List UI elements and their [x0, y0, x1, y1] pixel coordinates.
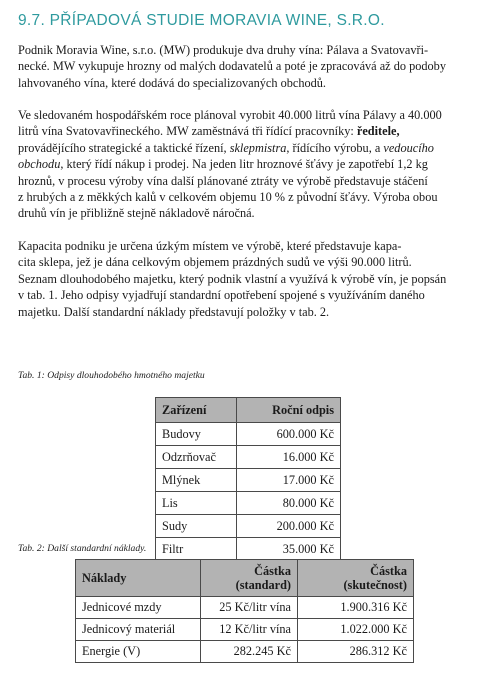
text-line: druhů vín je přibližně stejně nákladově náročná.	[18, 206, 255, 221]
equipment-cell: Budovy	[156, 423, 237, 446]
italic-term-trade: obchodu	[18, 157, 61, 172]
depreciation-cell: 35.000 Kč	[237, 538, 341, 561]
equipment-cell: Lis	[156, 492, 237, 515]
table-row	[156, 469, 341, 492]
actual-amount-cell: 286.312 Kč	[298, 641, 414, 663]
table-row	[156, 446, 341, 469]
header-line: (skutečnost)	[343, 578, 407, 592]
italic-term-cellar-master: sklepmistra	[229, 140, 287, 155]
header-line: Částka	[254, 564, 291, 578]
text-line: , který řídí nákup i prodej. Na jeden litr hroznové šťávy je zapotřebí 1,2 kg	[60, 157, 428, 172]
text-line: provádějícího strategické a taktické řízení,	[18, 140, 230, 155]
text-line: v tab. 1. Jeho odpisy vyjadřují standardní opotřebení spojené s využíváním daného	[18, 288, 425, 303]
header-line: (standard)	[235, 578, 291, 592]
text-line: , řídícího výrobu, a	[286, 140, 384, 155]
depreciation-table	[155, 397, 341, 561]
table-header-row	[76, 560, 414, 597]
equipment-cell: Sudy	[156, 515, 237, 538]
cost-item-cell: Energie (V)	[76, 641, 201, 663]
equipment-cell: Odzrňovač	[156, 446, 237, 469]
cost-item-cell: Jednicové mzdy	[76, 597, 201, 619]
standard-amount-cell: 25 Kč/litr vína	[201, 597, 298, 619]
text-line: Podnik Moravia Wine, s.r.o. (MW) produkuje dva druhy vína: Pálava a Svatovavři-	[18, 43, 429, 57]
text-line: majetku. Další standardní náklady představují položky v tab. 2.	[18, 304, 330, 319]
paragraph-intro	[18, 42, 459, 91]
depreciation-cell: 200.000 Kč	[237, 515, 341, 538]
text-line: Kapacita podniku je určena úzkým místem ve výrobě, které představuje kapa-	[18, 239, 402, 253]
standard-amount-cell: 12 Kč/litr vína	[201, 619, 298, 641]
actual-amount-cell: 1.022.000 Kč	[298, 619, 414, 641]
table-row	[156, 492, 341, 515]
text-line: Seznam dlouhodobého majetku, který podnik vlastní a využívá k výrobě vín, je popsán	[18, 271, 447, 286]
section-heading: 9.7. PŘÍPADOVÁ STUDIE MORAVIA WINE, S.R.O.	[18, 12, 385, 29]
depreciation-cell: 600.000 Kč	[237, 423, 341, 446]
table-row	[76, 597, 414, 619]
table-row	[76, 619, 414, 641]
text-line: necké. MW vykupuje hrozny od malých dodavatelů a poté je zpracovává až do podoby	[18, 59, 446, 74]
table2-caption: Tab. 2: Další standardní náklady.	[18, 543, 147, 554]
depreciation-cell: 16.000 Kč	[237, 446, 341, 469]
standard-amount-cell: 282.245 Kč	[201, 641, 298, 663]
column-header-annual-depreciation: Roční odpis	[237, 398, 341, 423]
header-line: Částka	[370, 564, 407, 578]
equipment-cell: Mlýnek	[156, 469, 237, 492]
text-line: Ve sledovaném hospodářském roce plánoval vyrobit 40.000 litrů vína Pálavy a 40.000	[18, 108, 442, 122]
column-header-standard-amount	[201, 560, 298, 597]
column-header-actual-amount	[298, 560, 414, 597]
column-header-costs: Náklady	[76, 560, 201, 597]
paragraph-capacity	[18, 238, 459, 320]
table-row	[76, 641, 414, 663]
text-line: litrů vína Svatovavřineckého. MW zaměstnává tři řídící pracovníky:	[18, 124, 357, 139]
actual-amount-cell: 1.900.316 Kč	[298, 597, 414, 619]
column-header-equipment: Zařízení	[156, 398, 237, 423]
text-line: cita sklepa, jež je dána celkovým objemem prázdných sudů ve výši 90.000 litrů.	[18, 255, 412, 270]
text-line: z hrubých a z měkkých kalů v celkovém objemu 10 % z původní šťávy. Výroba obou	[18, 190, 438, 205]
standard-costs-table	[75, 559, 414, 663]
table-header-row	[156, 398, 341, 423]
italic-term-head: vedoucího	[383, 140, 434, 155]
table-row	[156, 538, 341, 561]
text-line: hroznů, v procesu výroby vína další plánované ztráty ve výrobě představuje stáčení	[18, 173, 428, 188]
bold-term-director: ředitele,	[356, 124, 400, 139]
table1-caption: Tab. 1: Odpisy dlouhodobého hmotného majetku	[18, 370, 205, 381]
text-line: lahvovaného vína, které dodává do specializovaných obchodů.	[18, 75, 326, 90]
table-row	[156, 515, 341, 538]
paragraph-production	[18, 107, 459, 222]
cost-item-cell: Jednicový materiál	[76, 619, 201, 641]
table-row	[156, 423, 341, 446]
equipment-cell: Filtr	[156, 538, 237, 561]
depreciation-cell: 80.000 Kč	[237, 492, 341, 515]
depreciation-cell: 17.000 Kč	[237, 469, 341, 492]
